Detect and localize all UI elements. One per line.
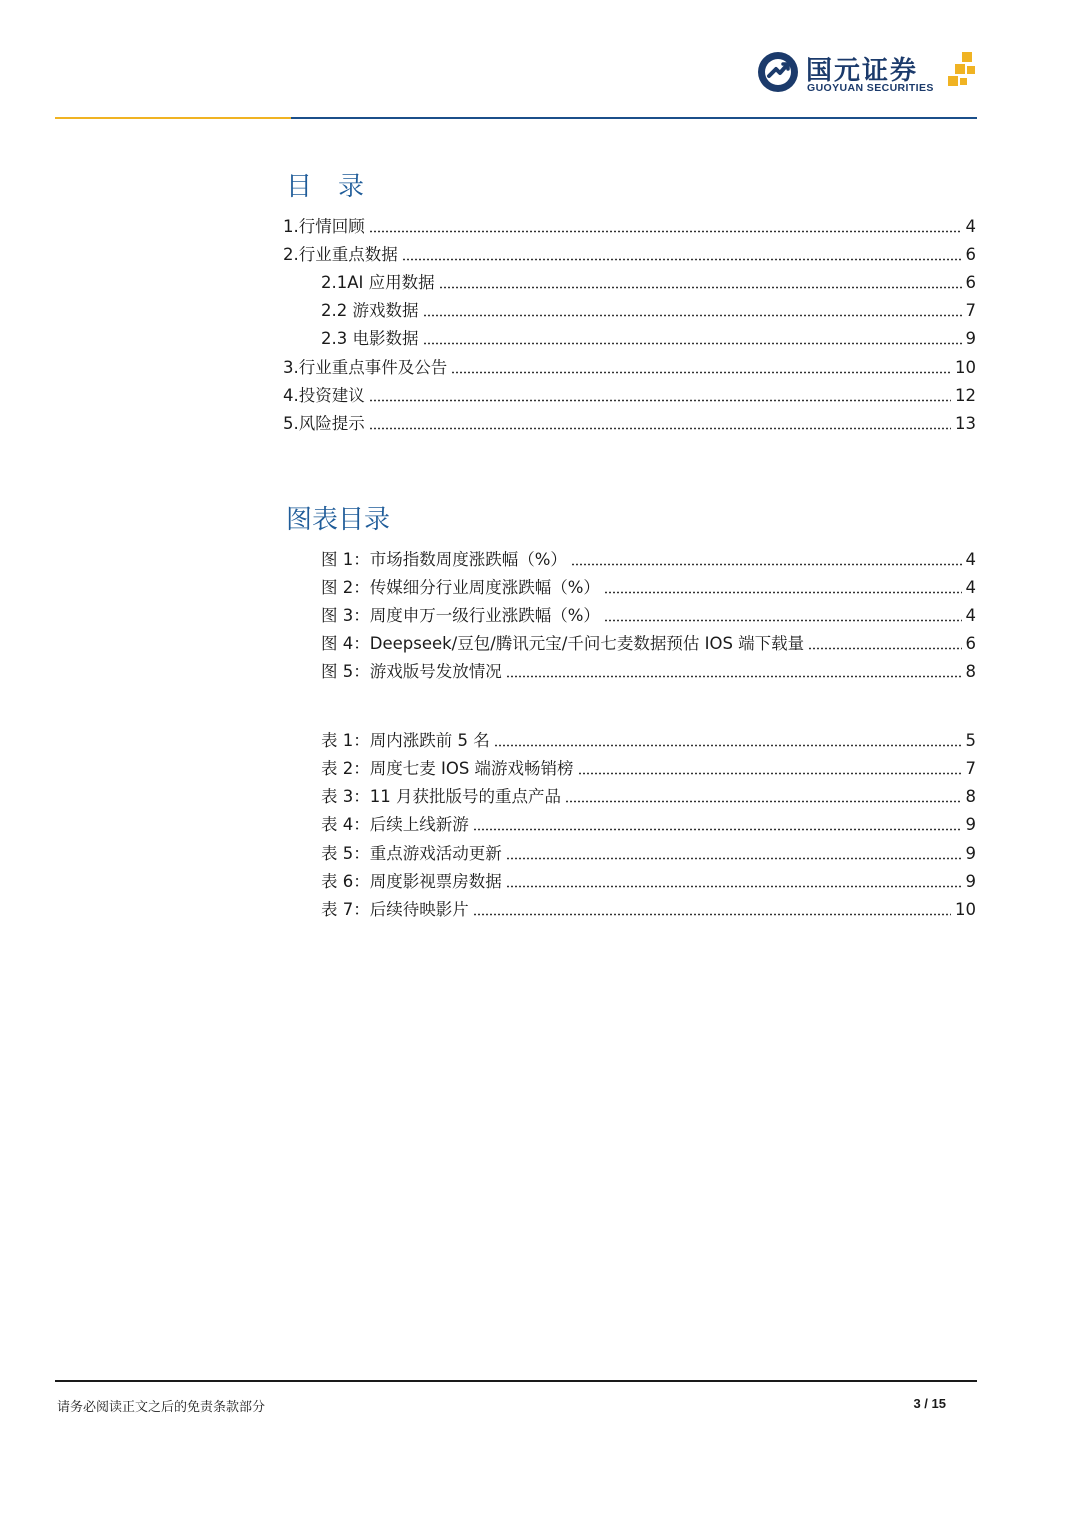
toc-item-page: 6: [965, 273, 976, 292]
disclaimer-note: 请务必阅读正文之后的免责条款部分: [57, 1400, 266, 1415]
table-item-page: 9: [965, 815, 976, 834]
figure-item-page: 6: [965, 634, 976, 653]
dot-leader: [473, 913, 951, 916]
toc-item-page: 9: [965, 329, 976, 348]
header-rule-blue: [291, 117, 977, 119]
dot-leader: [369, 230, 962, 233]
dot-leader: [506, 675, 962, 678]
dot-leader: [604, 591, 962, 594]
toc-title: 目 录: [286, 172, 365, 202]
table-item-page: 7: [965, 759, 976, 778]
table-item[interactable]: [321, 783, 976, 809]
dot-leader: [439, 286, 962, 289]
dot-leader: [571, 563, 962, 566]
toc-subitem[interactable]: [321, 297, 976, 323]
figure-item[interactable]: [321, 574, 976, 600]
table-item[interactable]: [321, 896, 976, 922]
toc-item-label: 4.投资建议: [283, 386, 365, 405]
toc-item-label: 2.1AI 应用数据: [321, 273, 435, 292]
dot-leader: [402, 258, 962, 261]
toc-item-page: 10: [955, 358, 976, 377]
figure-item-label: 图 4：Deepseek/豆包/腾讯元宝/千问七麦数据预估 IOS 端下载量: [321, 634, 805, 653]
dot-leader: [473, 828, 962, 831]
dot-leader: [451, 371, 951, 374]
figure-item-page: 4: [965, 578, 976, 597]
toc-item[interactable]: [283, 241, 976, 267]
figure-item[interactable]: [321, 546, 976, 572]
table-item-label: 表 2：周度七麦 IOS 端游戏畅销榜: [321, 759, 574, 778]
dot-leader: [808, 647, 961, 650]
table-item-page: 8: [965, 787, 976, 806]
toc-item[interactable]: [283, 354, 976, 380]
table-item-label: 表 6：周度影视票房数据: [321, 872, 502, 891]
dot-leader: [423, 314, 962, 317]
dot-leader: [565, 800, 962, 803]
gold-squares-icon: [942, 52, 978, 92]
figure-item[interactable]: [321, 630, 976, 656]
table-item-page: 5: [965, 731, 976, 750]
figure-item-page: 4: [965, 606, 976, 625]
dot-leader: [578, 772, 962, 775]
dot-leader: [369, 399, 951, 402]
figure-item[interactable]: [321, 602, 976, 628]
toc-subitem[interactable]: [321, 325, 976, 351]
table-item[interactable]: [321, 840, 976, 866]
toc-item-label: 3.行业重点事件及公告: [283, 358, 448, 377]
toc-item-label: 1.行情回顾: [283, 217, 365, 236]
toc-item[interactable]: [283, 382, 976, 408]
header-rule-gold: [55, 117, 291, 119]
figure-item-label: 图 1：市场指数周度涨跌幅（%）: [321, 550, 567, 569]
table-item-page: 9: [965, 872, 976, 891]
dot-leader: [506, 857, 962, 860]
table-item-label: 表 4：后续上线新游: [321, 815, 469, 834]
figure-item[interactable]: [321, 658, 976, 684]
toc-item-page: 6: [965, 245, 976, 264]
table-item[interactable]: [321, 868, 976, 894]
table-item-label: 表 1：周内涨跌前 5 名: [321, 731, 490, 750]
logo-english-name: GUOYUAN SECURITIES: [807, 82, 934, 94]
toc-item-page: 12: [955, 386, 976, 405]
toc-item-page: 7: [965, 301, 976, 320]
toc-subitem[interactable]: [321, 269, 976, 295]
dot-leader: [494, 744, 962, 747]
toc-item[interactable]: [283, 410, 976, 436]
table-item-label: 表 7：后续待映影片: [321, 900, 469, 919]
dot-leader: [423, 342, 962, 345]
figures-title: 图表目录: [286, 505, 391, 535]
table-item-label: 表 3：11 月获批版号的重点产品: [321, 787, 561, 806]
toc-item[interactable]: [283, 213, 976, 239]
toc-item-page: 13: [955, 414, 976, 433]
table-item[interactable]: [321, 727, 976, 753]
figure-item-page: 8: [965, 662, 976, 681]
toc-item-label: 2.2 游戏数据: [321, 301, 419, 320]
logo-chinese-name: 国元证券: [806, 56, 919, 86]
page-number: 3 / 15: [913, 1396, 946, 1411]
dot-leader: [369, 427, 951, 430]
table-item-page: 9: [965, 844, 976, 863]
footer-rule: [55, 1380, 977, 1382]
dot-leader: [506, 885, 962, 888]
toc-item-page: 4: [965, 217, 976, 236]
toc-item-label: 2.行业重点数据: [283, 245, 398, 264]
toc-item-label: 5.风险提示: [283, 414, 365, 433]
figure-item-label: 图 3：周度申万一级行业涨跌幅（%）: [321, 606, 600, 625]
table-item[interactable]: [321, 811, 976, 837]
figure-item-label: 图 2：传媒细分行业周度涨跌幅（%）: [321, 578, 600, 597]
guoyuan-logo-icon: [756, 50, 800, 94]
company-logo: [756, 48, 982, 98]
table-item-page: 10: [955, 900, 976, 919]
toc-item-label: 2.3 电影数据: [321, 329, 419, 348]
table-item[interactable]: [321, 755, 976, 781]
figure-item-page: 4: [965, 550, 976, 569]
table-item-label: 表 5：重点游戏活动更新: [321, 844, 502, 863]
figure-item-label: 图 5：游戏版号发放情况: [321, 662, 502, 681]
dot-leader: [604, 619, 962, 622]
